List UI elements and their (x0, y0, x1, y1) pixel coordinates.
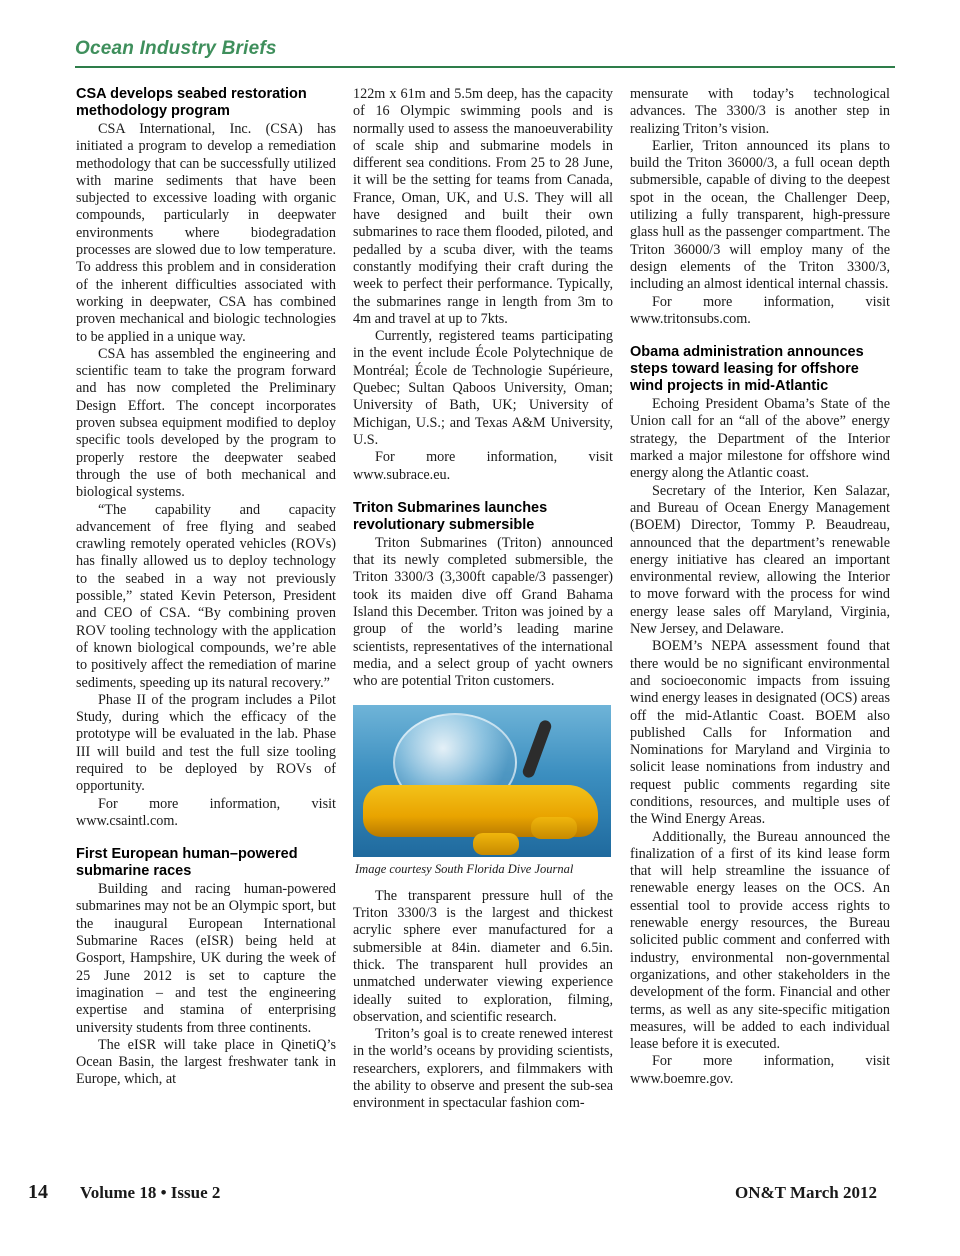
page-number: 14 (28, 1181, 48, 1203)
paragraph: CSA has assembled the engineering and scientific team to take the program forward and has now completed the Preliminary Design Effort. The concept incorporates proven subsea equipment modified to deploy specific tools developed by the program to properly restore the deepwater seabed through the use of both mechanical and biological systems. (76, 345, 336, 501)
paragraph: Secretary of the Interior, Ken Salazar, and Bureau of Ocean Energy Management (BOEM) Director, Tommy P. Beaudreau, announced that the department’s renewable energy initiative has cleared an important environmental review, allowing the Interior to move forward with the process for wind energy lease sales off Maryland, Virginia, New Jersey, and Delaware. (630, 482, 890, 638)
magazine-issue: ON&T March 2012 (735, 1183, 877, 1202)
paragraph: Additionally, the Bureau announced the finalization of a first of its kind lease form that will help streamline the issuance of renewable energy leases on the OCS. An essential tool to provide access rights to renewable energy resources, the Bureau solicited public comment and conferred with industry, environmental non-governmental organizations, and other stakeholders in the development of the form. Financial and other terms, as well as any site-specific mitigation measures, will be added to each individual lease before it is executed. (630, 828, 890, 1053)
article-title-triton: Triton Submarines launches revolutionary submersible (353, 499, 548, 533)
paragraph: mensurate with today’s technological advances. The 3300/3 is another step in realizing Triton’s vision. (630, 86, 890, 137)
paragraph: CSA International, Inc. (CSA) has initiated a program to develop a remediation methodology that can be successfully utilized with marine sediments that have been subjected to excessive loading with organic compounds, particularly in deepwater environments where biodegradation processes are slowed due to low temperature. To address this problem and in consideration of the inherent difficulties associated with working in deepwater, CSA has combined proven mechanical and biologic technologies to be applied in a unique way. (76, 121, 336, 345)
paragraph: Echoing President Obama’s State of the Union call for an “all of the above” energy strategy, the Department of the Interior marked a major milestone for offshore wind energy along the Atlantic coast. (630, 396, 890, 482)
paragraph-link: For more information, visit www.tritonsubs.com. (630, 293, 890, 327)
paragraph: The eISR will take place in QinetiQ’s Ocean Basin, the largest freshwater tank in Europe, which, at (76, 1036, 336, 1088)
submersible-photo (353, 705, 611, 857)
paragraph: 122m x 61m and 5.5m deep, has the capacity of 16 Olympic swimming pools and is normally used to assess the manoeuverability of scale ship and submarine models in different sea conditions. From 25 to 28 June, it will be the setting for teams from Canada, France, Oman, UK, and U.S. They will all have designed and built their own submarines to race them flooded, piloted, and pedalled by a scuba diver, with the teams constantly modifying their craft during the week to perfect their performance. Typically, the submarines range in length from 3m to 4m and travel at up to 7kts. (353, 86, 613, 327)
paragraph: Currently, registered teams participating in the event include École Polytechnique de Montréal; École de Technologie Supérieure, Quebec; Sultan Qaboos University, Oman; University of Bath, UK; University of Michigan, U.S.; and Texas A&M University, U.S. (353, 328, 613, 448)
paragraph: BOEM’s NEPA assessment found that there would be no significant environmental and socioeconomic impacts from issuing wind energy leases in designated (OCS) areas off the mid-Atlantic Coast. BOEM also published Calls for Information and Nominations for Maryland and Virginia to solicit lease nominations from industry and request public comments regarding site conditions, resources, and multiple uses of the Wind Energy Areas. (630, 638, 890, 828)
column-2 (353, 86, 613, 1113)
paragraph: Earlier, Triton announced its plans to build the Triton 36000/3, a full ocean depth submersible, capable of diving to the deepest spot in the ocean, the Challenger Deep, utilizing a fully transparent, high-pressure glass hull as the passenger compartment. The Triton 36000/3 will employ many of the design elements of the Triton 3300/3, including an almost identical internal chassis. (630, 137, 890, 293)
paragraph: “The capability and capacity advancement of free flying and seabed crawling remotely operated vehicles (ROVs) has finally allowed us to deploy technology to the seabed in a way not previously possible,” stated Kevin Peterson, President and CEO of CSA. “By combining proven ROV tooling technology with the application of known biological compounds, we’re able to positively affect the remediation of marine sediments, speeding up its natural recovery.” (76, 501, 336, 691)
paragraph: Phase II of the program includes a Pilot Study, during which the efficacy of the prototype will be evaluated in the lab. Phase III will build and test the full size tooling required to be deployed by ROVs of opportunity. (76, 691, 336, 795)
image-caption: Image courtesy South Florida Dive Journal (355, 861, 574, 876)
paragraph: The transparent pressure hull of the Triton 3300/3 is the largest and thickest acrylic sphere ever manufactured for a submersible at 84in. diameter and 6.5in. thick. The transparent hull provides an unmatched underwater viewing experience ideally suited to exploration, filming, observation, and scientific research. (353, 887, 613, 1025)
column-3 (630, 86, 890, 1088)
paragraph-link: For more information, visit www.csaintl.com. (76, 795, 336, 829)
paragraph: Building and racing human-powered submarines may not be an Olympic sport, but the inaugural European International Submarine Races (eISR) being held at Gosport, Hampshire, UK during the week of 25 June 2012 is set to capture the imagination – and test the engineering expertise and stamina of enterprising university students from three continents. (76, 881, 336, 1036)
paragraph: Triton’s goal is to create renewed interest in the world’s oceans by providing scientists, researchers, explorers, and filmmakers with the ability to observe and present the sub-sea environment in spectacular fashion com- (353, 1026, 613, 1112)
column-1 (76, 86, 336, 1089)
paragraph: Triton Submarines (Triton) announced that its newly completed submersible, the Triton 3300/3 (3,300ft capable/3 passenger) took its maiden dive off Grand Bahama Island this December. Triton was joined by a group of the world’s leading marine scientists, representatives of the international media, and a select group of yacht owners who are potential Triton customers. (353, 534, 613, 690)
article-title-obama: Obama administration announces steps toward leasing for offshore wind projects in mid-Atlantic (630, 344, 864, 395)
section-title: Ocean Industry Briefs (75, 38, 277, 59)
paragraph-link: For more information, visit www.boemre.gov. (630, 1053, 890, 1087)
paragraph-link: For more information, visit www.subrace.eu. (353, 449, 613, 483)
article-title-esr: First European human–powered submarine races (76, 846, 298, 880)
volume-issue: Volume 18 • Issue 2 (80, 1183, 221, 1202)
article-title-csa: CSA develops seabed restoration methodology program (76, 86, 307, 119)
section-header (75, 38, 895, 68)
